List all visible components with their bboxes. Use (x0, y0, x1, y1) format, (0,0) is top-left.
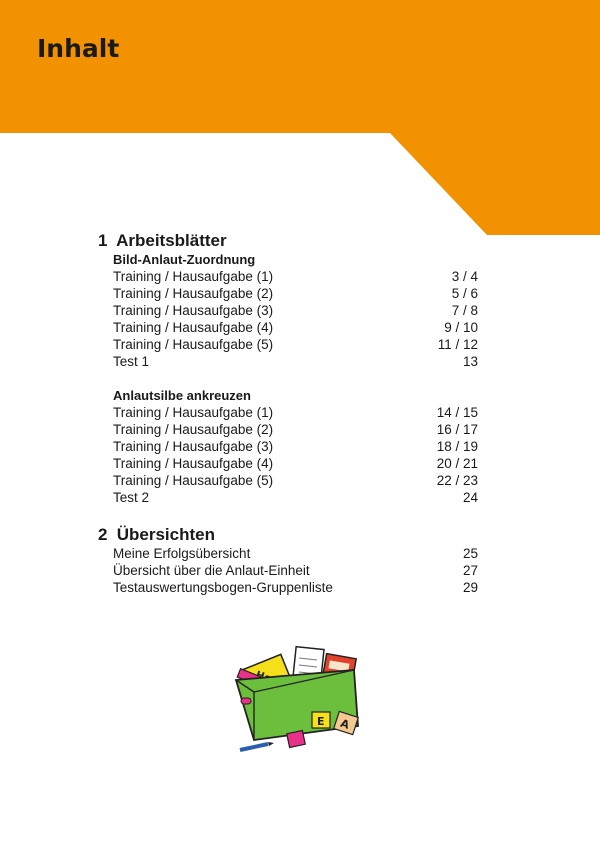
section-heading-2: 2 Übersichten (98, 525, 215, 544)
toc-entry[interactable]: Training / Hausaufgabe (3) 7 / 8 (113, 303, 478, 318)
subsection-heading: Bild-Anlaut-Zuordnung (113, 252, 256, 267)
toc-entry[interactable]: Test 1 13 (113, 354, 478, 369)
subsection-heading: Anlautsilbe ankreuzen (113, 388, 251, 403)
toc-entry[interactable]: Test 2 24 (113, 490, 478, 505)
toc-entry[interactable]: Übersicht über die Anlaut-Einheit 27 (113, 563, 478, 578)
section-heading-1: 1 Arbeitsblätter (98, 231, 227, 250)
toc-entry[interactable]: Training / Hausaufgabe (1) 14 / 15 (113, 405, 478, 420)
table-of-contents (98, 231, 478, 596)
toc-entry[interactable]: Meine Erfolgsübersicht 25 (113, 546, 478, 561)
toc-entry[interactable]: Training / Hausaufgabe (2) 5 / 6 (113, 286, 478, 301)
toc-entry[interactable]: Training / Hausaufgabe (5) 11 / 12 (113, 337, 478, 352)
toc-entry[interactable]: Training / Hausaufgabe (5) 22 / 23 (113, 473, 478, 488)
svg-text:E: E (317, 715, 325, 728)
svg-text:A: A (338, 716, 351, 732)
toc-entry[interactable]: Training / Hausaufgabe (4) 20 / 21 (113, 456, 478, 471)
toc-entry[interactable]: Testauswertungsbogen-Gruppenliste 29 (113, 580, 478, 595)
toc-entry[interactable]: Training / Hausaufgabe (4) 9 / 10 (113, 320, 478, 335)
toc-entry[interactable]: Training / Hausaufgabe (3) 18 / 19 (113, 439, 478, 454)
toc-entry[interactable]: Training / Hausaufgabe (2) 16 / 17 (113, 422, 478, 437)
material-box-icon (232, 640, 372, 760)
page-title: Inhalt (37, 34, 120, 63)
toc-entry[interactable]: Training / Hausaufgabe (1) 3 / 4 (113, 269, 478, 284)
